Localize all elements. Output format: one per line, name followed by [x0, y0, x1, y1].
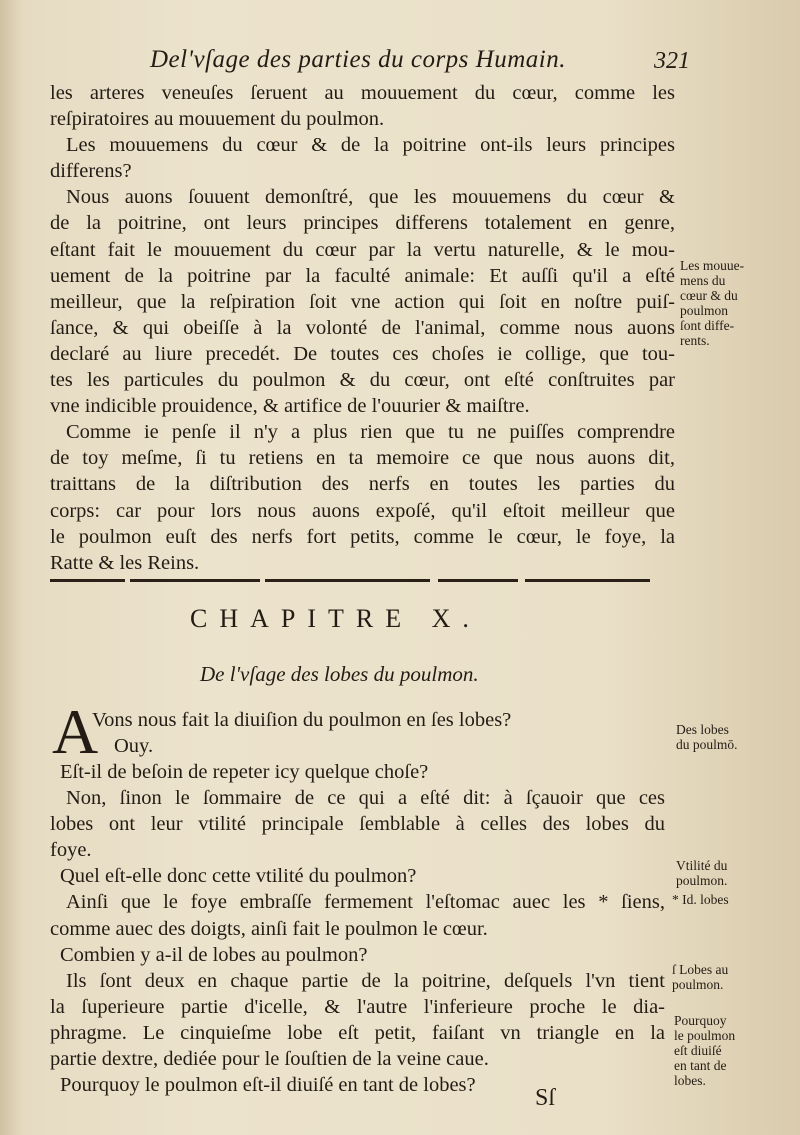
chapter-subtitle: De l'vſage des lobes du poulmon.: [200, 662, 479, 686]
drop-cap: A: [52, 696, 99, 767]
margin-note-line: ſont diffe-: [680, 318, 735, 333]
margin-note-line: lobes.: [674, 1073, 706, 1088]
margin-note-line: poulmon: [680, 303, 729, 318]
question-line: Eſt-il de beſoin de repeter icy quelque choſe?: [60, 761, 429, 783]
margin-note-line: en tant de: [674, 1058, 727, 1073]
question-line: Vons nous fait la diuiſion du poulmon en ſes lobes?: [92, 709, 512, 731]
question-line: Quel eſt-elle donc cette vtilité du poulmon?: [60, 865, 417, 888]
text-line: de la poitrine, ont leurs principes differens totalement en genre,: [50, 212, 675, 235]
catchword: Sſ: [535, 1085, 556, 1111]
margin-note-line: cœur & du: [680, 288, 738, 303]
text-line: lobes ont leur vtilité principale ſemblable à celles des lobes du: [50, 813, 665, 836]
answer-line: Non, ſinon le ſommaire de ce qui a eſté dit: à ſçauoir que ces: [66, 787, 665, 810]
text-line: declaré au liure precedét. De toutes ces choſes ie collige, que tou-: [50, 342, 675, 365]
text-line: le poulmon euſt des nerfs fort petits, comme le cœur, le foye, la: [50, 525, 675, 548]
margin-note-line: Des lobes: [676, 722, 729, 737]
text-line: corps: car pour lors nous auons expoſé, qu'il eſtoit meilleur que: [50, 499, 675, 522]
question-line: Combien y a-il de lobes au poulmon?: [60, 943, 368, 966]
page-number: 321: [654, 48, 690, 74]
margin-note-line: mens du: [680, 273, 726, 288]
text-line: de toy meſme, ſi tu retiens en ta memoire ce que nous auons dit,: [50, 447, 675, 470]
text-line: reſpiratoires au mouuement du poulmon.: [50, 108, 385, 131]
answer-line: Ouy.: [114, 735, 154, 758]
text-line: la ſuperieure partie d'icelle, & l'autre l'inferieure proche le dia-: [50, 995, 665, 1018]
margin-note-line: poulmon.: [672, 977, 724, 992]
chapter-title: CHAPITRE X.: [190, 604, 481, 633]
text-line: les arteres veneuſes ſeruent au mouuement du cœur, comme les: [50, 82, 675, 104]
margin-note-line: Les mouue-: [680, 258, 745, 273]
text-line: ſance, & qui obeiſſe à la volonté de l'animal, comme nous auons: [50, 316, 675, 339]
text-line: differens?: [50, 160, 132, 183]
text-block-opening: [92, 707, 592, 759]
margin-note: [672, 892, 729, 907]
margin-note-line: Pourquoy: [674, 1013, 727, 1028]
margin-note: [672, 962, 728, 992]
text-line: eſtant fait le mouuement du cœur par la vertu naturelle, & le mou-: [50, 238, 675, 261]
margin-note-line: Vtilité du: [676, 858, 728, 873]
running-head: Del'vſage des parties du corps Humain.: [150, 46, 566, 73]
question-line: Pourquoy le poulmon eſt-il diuiſé en tant de lobes?: [60, 1074, 476, 1097]
text-line: partie dextre, dediée pour le ſouſtien de la veine caue.: [50, 1048, 489, 1071]
text-line: comme auec des doigts, ainſi fait le poulmon le cœur.: [50, 917, 488, 940]
margin-note-line: du poulmō.: [676, 737, 738, 752]
margin-note-line: eſt diuiſé: [674, 1043, 722, 1058]
text-line: traittans de la diſtribution des nerfs en toutes les parties du: [50, 473, 675, 496]
text-line: foye.: [50, 839, 92, 862]
margin-note-line: ſ Lobes au: [672, 962, 729, 977]
margin-note: [676, 722, 738, 752]
answer-line: Nous auons ſouuent demonſtré, que les mouuemens du cœur &: [66, 186, 675, 209]
text-line: meilleur, que la reſpiration ſoit vne action qui ſoit en noſtre puiſ-: [50, 290, 675, 313]
ornamental-rule: [50, 579, 650, 585]
page-header: [150, 46, 690, 82]
answer-line: Ainſi que le foye embraſſe fermement l'eſtomac auec les * ſiens,: [66, 891, 665, 914]
text-line: uement de la poitrine par la faculté animale: Et auſſi qu'il a eſté: [50, 264, 675, 287]
margin-note: [676, 858, 727, 888]
text-block-top: [50, 80, 675, 576]
text-line: vne indicible prouidence, & artifice de l'ouurier & maiſtre.: [50, 395, 530, 418]
text-line: Ratte & les Reins.: [50, 551, 200, 574]
margin-note-line: rents.: [680, 333, 710, 348]
question-line: Les mouuemens du cœur & de la poitrine ont-ils leurs principes: [66, 134, 675, 157]
text-block-bottom: [50, 759, 665, 1098]
margin-note: [674, 1013, 735, 1088]
text-line: phragme. Le cinquieſme lobe eſt petit, faiſant vn triangle en la: [50, 1021, 665, 1044]
text-line: Comme ie penſe il n'y a plus rien que tu ne puiſſes comprendre: [66, 421, 675, 444]
margin-note-line: le poulmon: [674, 1028, 736, 1043]
margin-note-line: poulmon.: [676, 873, 728, 888]
margin-note-line: * Id. lobes: [672, 892, 729, 907]
answer-line: Ils ſont deux en chaque partie de la poitrine, deſquels l'vn tient: [66, 969, 665, 992]
text-line: tes les particules du poulmon & du cœur, ont eſté conſtruites par: [50, 369, 675, 392]
margin-note: [680, 258, 744, 348]
